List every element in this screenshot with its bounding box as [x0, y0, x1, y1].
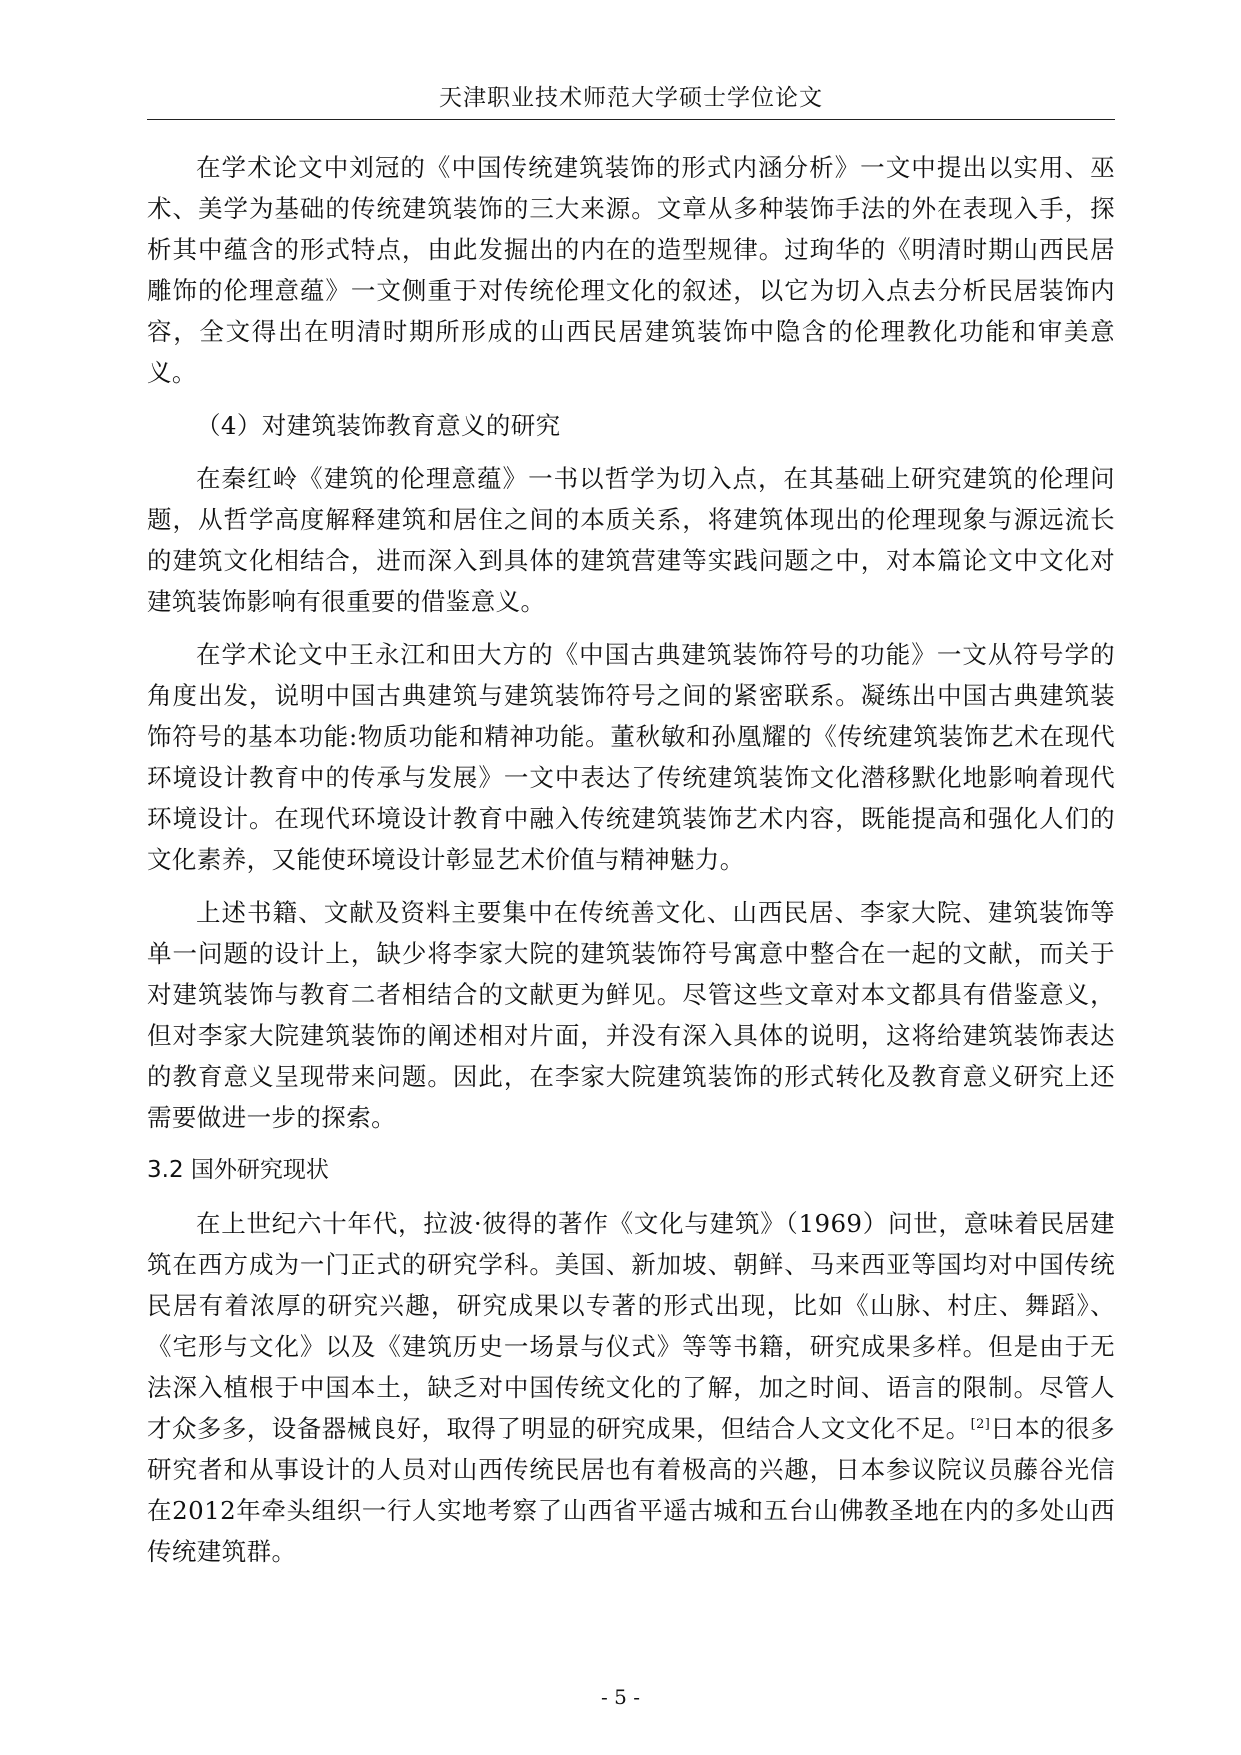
citation-marker: [2] — [970, 1416, 991, 1432]
page-number: - 5 - — [601, 1685, 640, 1709]
subheading: （4）对建筑装饰教育意义的研究 — [196, 411, 561, 440]
paragraph: 在学术论文中刘冠的《中国传统建筑装饰的形式内涵分析》一文中提出以实用、巫术、美学为基础的传统建筑装饰的三大来源。文章从多种装饰手法的外在表现入手，探析其中蕴含的形式特点，由此发掘出的内在的造型规律。过珣华的《明清时期山西民居雕饰的伦理意蕴》一文侧重于对传统伦理文化的叙述，以它为切入点去分析民居装饰内容，全文得出在明清时期所形成的山西民居建筑装饰中隐含的伦理教化功能和审美意义。 — [147, 153, 1115, 387]
paragraph-text: 在上世纪六十年代，拉波·彼得的著作《文化与建筑》（1969）问世，意味着民居建筑在西方成为一门正式的研究学科。美国、新加坡、朝鲜、马来西亚等国均对中国传统民居有着浓厚的研究兴趣，研究成果以专著的形式出现，比如《山脉、村庄、舞蹈》、《宅形与文化》以及《建筑历史一场景与仪式》等等书籍，研究成果多样。但是由于无法深入植根于中国本土，缺乏对中国传统文化的了解，加之时间、语言的限制。尽管人才众多多，设备器械良好，取得了明显的研究成果，但结合人文文化不足。 — [147, 1209, 1115, 1443]
paragraph — [147, 1203, 1115, 1572]
body-text — [147, 147, 1115, 1584]
paragraph: 在学术论文中王永江和田大方的《中国古典建筑装饰符号的功能》一文从符号学的角度出发，说明中国古典建筑与建筑装饰符号之间的紧密联系。凝练出中国古典建筑装饰符号的基本功能:物质功能和精神功能。董秋敏和孙凰耀的《传统建筑装饰艺术在现代环境设计教育中的传承与发展》一文中表达了传统建筑装饰文化潜移默化地影响着现代环境设计。在现代环境设计教育中融入传统建筑装饰艺术内容，既能提高和强化人们的文化素养，又能使环境设计彰显艺术价值与精神魅力。 — [147, 640, 1115, 874]
paragraph: 上述书籍、文献及资料主要集中在传统善文化、山西民居、李家大院、建筑装饰等单一问题的设计上，缺少将李家大院的建筑装饰符号寓意中整合在一起的文献，而关于对建筑装饰与教育二者相结合的文献更为鲜见。尽管这些文章对本文都具有借鉴意义，但对李家大院建筑装饰的阐述相对片面，并没有深入具体的说明，这将给建筑装饰表达的教育意义呈现带来问题。因此，在李家大院建筑装饰的形式转化及教育意义研究上还需要做进一步的探索。 — [147, 898, 1115, 1132]
header-rule — [147, 119, 1115, 120]
section-heading: 3.2 国外研究现状 — [147, 1157, 329, 1183]
running-header: 天津职业技术师范大学硕士学位论文 — [439, 85, 823, 111]
paragraph-text: 日本的很多研究者和从事设计的人员对山西传统民居也有着极高的兴趣，日本参议院议员藤谷光信在2012年牵头组织一行人实地考察了山西省平遥古城和五台山佛教圣地在内的多处山西传统建筑群。 — [147, 1414, 1116, 1566]
paragraph: 在秦红岭《建筑的伦理意蕴》一书以哲学为切入点，在其基础上研究建筑的伦理问题，从哲学高度解释建筑和居住之间的本质关系，将建筑体现出的伦理现象与源远流长的建筑文化相结合，进而深入到具体的建筑营建等实践问题之中，对本篇论文中文化对建筑装饰影响有很重要的借鉴意义。 — [147, 464, 1115, 616]
